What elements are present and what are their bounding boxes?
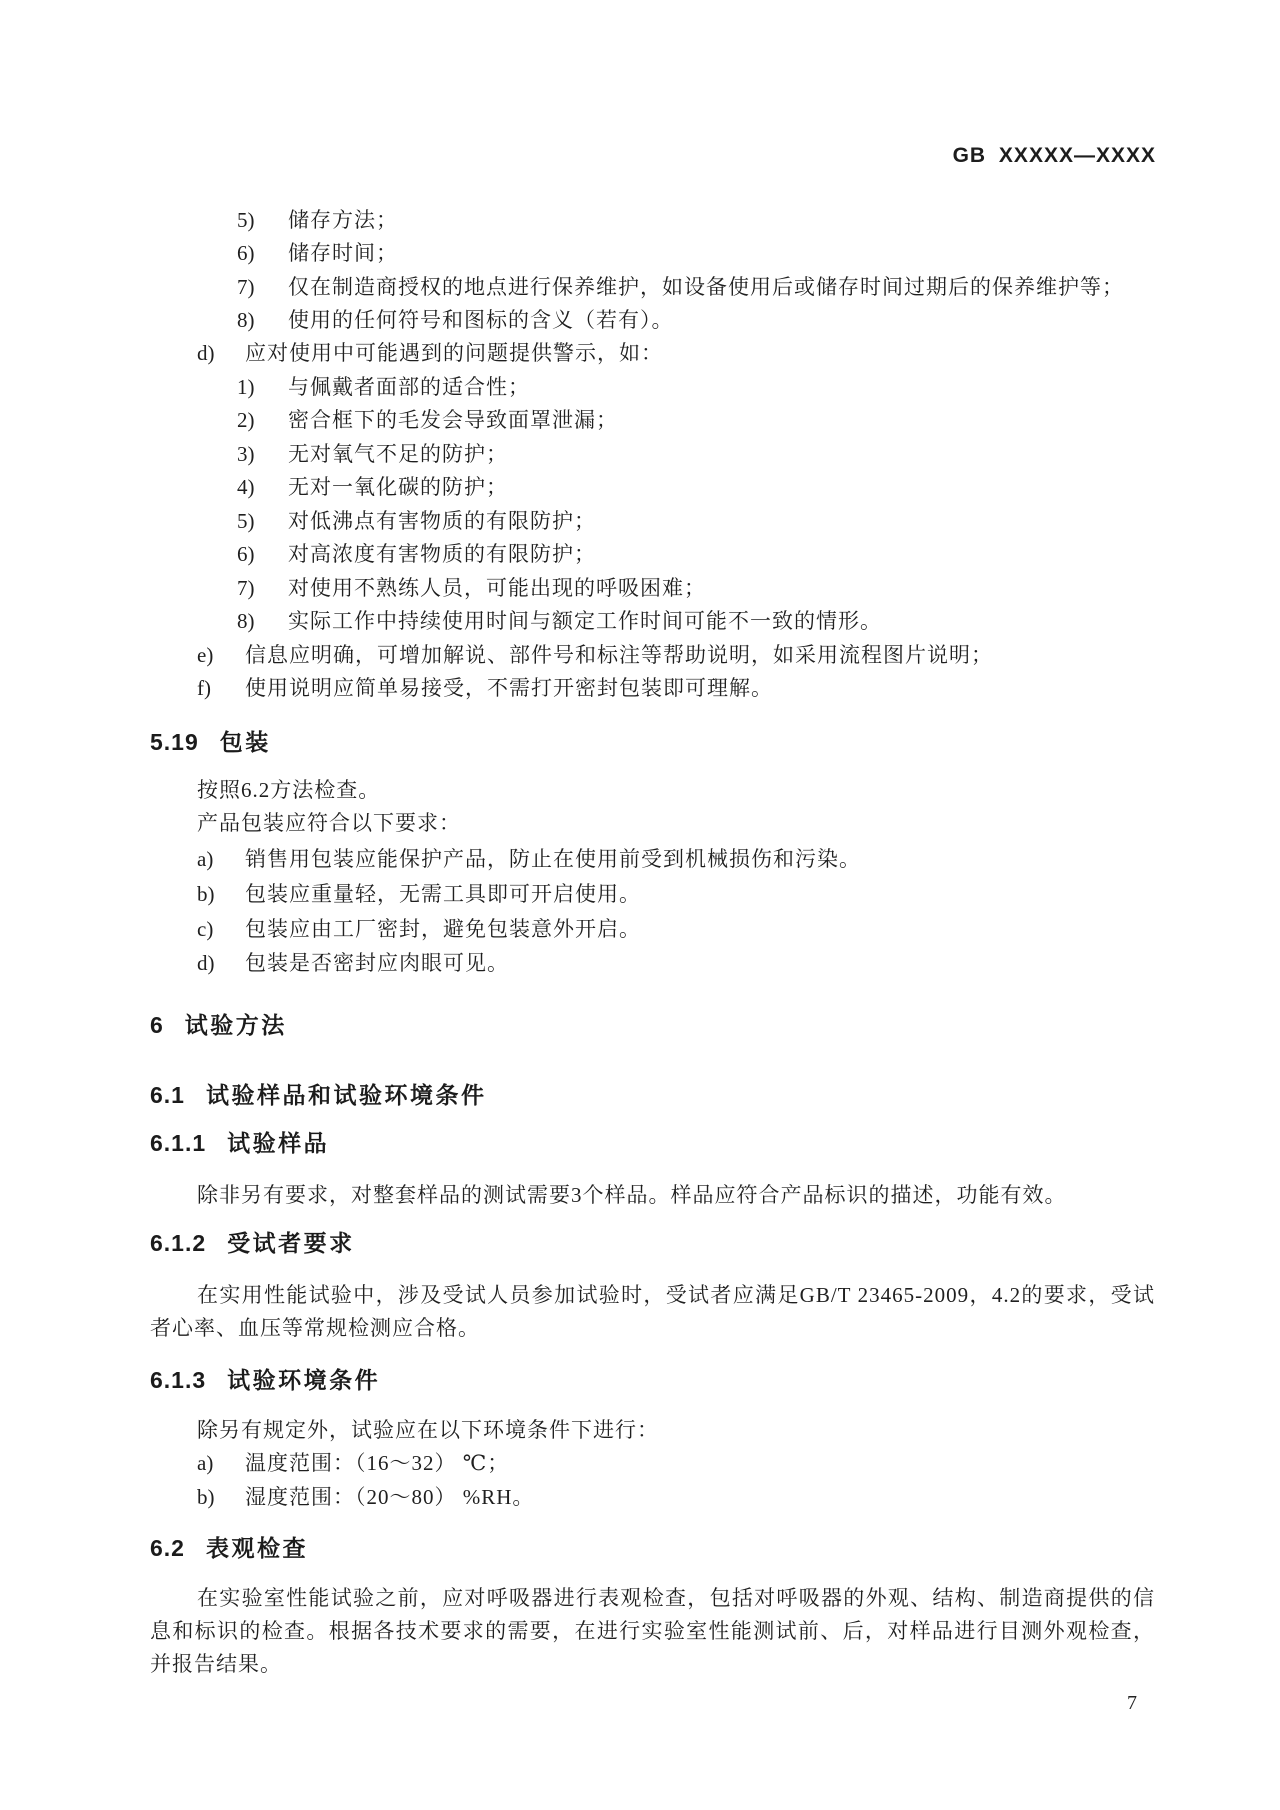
section-title: 试验样品 <box>227 1130 330 1156</box>
chapter-heading <box>150 1008 1155 1042</box>
list-item <box>150 204 1155 237</box>
list-item-text: 无对氧气不足的防护； <box>288 442 508 466</box>
subsection-heading <box>150 1226 1155 1260</box>
page-number: 7 <box>1127 1692 1137 1714</box>
list-item <box>150 572 1155 605</box>
list-item-text: 温度范围：（16～32） ℃； <box>245 1451 510 1475</box>
section-title: 试验方法 <box>184 1012 287 1038</box>
section-title: 表观检查 <box>205 1535 308 1561</box>
list-item-marker: 2) <box>237 408 255 432</box>
list-item-text: 对低沸点有害物质的有限防护； <box>288 509 596 533</box>
list-item-marker: 7) <box>237 576 255 600</box>
list-item <box>150 1481 1155 1514</box>
list-item <box>150 913 1155 946</box>
subsection-heading <box>150 1363 1155 1397</box>
list-item <box>150 237 1155 270</box>
section-heading <box>150 1078 1155 1112</box>
list-item <box>150 271 1155 304</box>
section-title: 包装 <box>219 729 271 755</box>
paragraph: 产品包装应符合以下要求： <box>197 811 461 835</box>
list-item-text: 使用说明应简单易接受，不需打开密封包装即可理解。 <box>245 676 773 700</box>
standard-code-header: GB XXXXX—XXXX <box>952 144 1156 167</box>
list-item-text: 包装应重量轻，无需工具即可开启使用。 <box>245 882 641 906</box>
list-item-marker: 8) <box>237 609 255 633</box>
list-item <box>150 438 1155 471</box>
list-item <box>150 605 1155 638</box>
list-item-marker: 3) <box>237 442 255 466</box>
section-heading <box>150 1531 1155 1565</box>
list-item <box>150 878 1155 911</box>
list-item <box>150 304 1155 337</box>
section-number: 6.1.3 <box>150 1367 207 1393</box>
list-item-text: 包装是否密封应肉眼可见。 <box>245 951 509 975</box>
list-item-marker: f) <box>197 676 211 700</box>
list-item-text: 实际工作中持续使用时间与额定工作时间可能不一致的情形。 <box>288 609 882 633</box>
list-item-marker: 8) <box>237 308 255 332</box>
section-number: 6 <box>150 1012 164 1038</box>
section-number: 6.1.2 <box>150 1230 207 1256</box>
list-item <box>150 505 1155 538</box>
list-item-marker: d) <box>197 951 215 975</box>
list-item-marker: a) <box>197 1451 214 1475</box>
section-title: 试验环境条件 <box>227 1367 381 1393</box>
list-item-text: 销售用包装应能保护产品，防止在使用前受到机械损伤和污染。 <box>245 847 861 871</box>
list-item-marker: 1) <box>237 375 255 399</box>
list-item <box>150 337 1155 370</box>
list-item <box>150 947 1155 980</box>
list-item-text: 对使用不熟练人员，可能出现的呼吸困难； <box>288 576 706 600</box>
list-item-text: 湿度范围：（20～80） %RH。 <box>245 1485 535 1509</box>
list-item-marker: c) <box>197 917 214 941</box>
section-number: 5.19 <box>150 729 199 755</box>
list-item <box>150 639 1155 672</box>
list-item-text: 使用的任何符号和图标的含义（若有）。 <box>288 308 674 332</box>
paragraph: 在实用性能试验中，涉及受试人员参加试验时，受试者应满足GB/T 23465-2009，4.2的要求，受试者心率、血压等常规检测应合格。 <box>150 1283 1155 1340</box>
list-item-marker: 4) <box>237 475 255 499</box>
paragraph: 在实验室性能试验之前，应对呼吸器进行表观检查，包括对呼吸器的外观、结构、制造商提供的信息和标识的检查。根据各技术要求的需要，在进行实验室性能测试前、后，对样品进行目测外观检查，并报告结果。 <box>150 1586 1155 1676</box>
list-item-marker: a) <box>197 847 214 871</box>
list-item <box>150 538 1155 571</box>
list-item-marker: 7) <box>237 275 255 299</box>
list-item <box>150 1447 1155 1480</box>
list-item-marker: 5) <box>237 208 255 232</box>
list-item-text: 应对使用中可能遇到的问题提供警示，如： <box>245 341 663 365</box>
list-item <box>150 371 1155 404</box>
paragraph: 除另有规定外，试验应在以下环境条件下进行： <box>197 1418 659 1442</box>
list-item-text: 储存方法； <box>288 208 398 232</box>
list-item-text: 密合框下的毛发会导致面罩泄漏； <box>288 408 618 432</box>
list-item-marker: d) <box>197 341 215 365</box>
list-item <box>150 843 1155 876</box>
paragraph: 除非另有要求，对整套样品的测试需要3个样品。样品应符合产品标识的描述，功能有效。 <box>197 1183 1067 1207</box>
list-item <box>150 404 1155 437</box>
list-item-marker: 5) <box>237 509 255 533</box>
list-item-text: 包装应由工厂密封，避免包装意外开启。 <box>245 917 641 941</box>
section-number: 6.1 <box>150 1082 185 1108</box>
subsection-heading <box>150 1126 1155 1160</box>
list-item-text: 无对一氧化碳的防护； <box>288 475 508 499</box>
section-number: 6.1.1 <box>150 1130 207 1156</box>
list-item-marker: 6) <box>237 542 255 566</box>
list-item-text: 信息应明确，可增加解说、部件号和标注等帮助说明，如采用流程图片说明； <box>245 643 993 667</box>
list-item-text: 储存时间； <box>288 241 398 265</box>
list-item <box>150 672 1155 705</box>
list-item-text: 与佩戴者面部的适合性； <box>288 375 530 399</box>
paragraph: 按照6.2方法检查。 <box>197 778 381 802</box>
section-title: 试验样品和试验环境条件 <box>205 1082 487 1108</box>
list-item-marker: 6) <box>237 241 255 265</box>
list-item-marker: e) <box>197 643 214 667</box>
section-number: 6.2 <box>150 1535 185 1561</box>
list-item <box>150 471 1155 504</box>
section-heading <box>150 725 1155 759</box>
list-item-text: 仅在制造商授权的地点进行保养维护，如设备使用后或储存时间过期后的保养维护等； <box>288 275 1124 299</box>
list-item-marker: b) <box>197 882 215 906</box>
list-item-text: 对高浓度有害物质的有限防护； <box>288 542 596 566</box>
list-item-marker: b) <box>197 1485 215 1509</box>
section-title: 受试者要求 <box>227 1230 355 1256</box>
